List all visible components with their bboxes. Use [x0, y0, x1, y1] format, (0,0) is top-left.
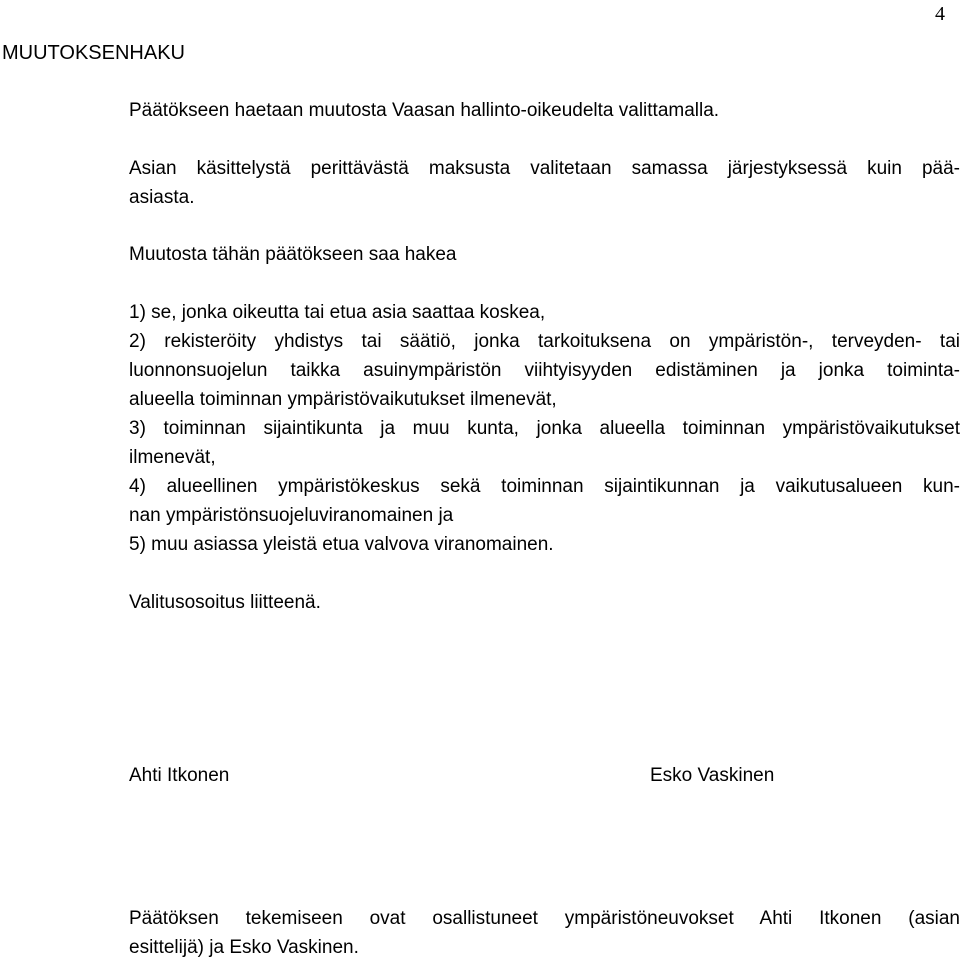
- list-item: 1) se, jonka oikeutta tai etua asia saattaa koskea,: [129, 302, 546, 323]
- fee-paragraph: [129, 154, 960, 212]
- list-item: nan ympäristönsuojeluviranomainen ja: [129, 505, 454, 526]
- list-item: luonnonsuojelun taikka asuinympäristön viihtyisyyden edistäminen ja jonka toiminta-: [129, 360, 960, 381]
- closing-line-1: Päätöksen tekemiseen ovat osallistuneet ympäristöneuvokset Ahti Itkonen (asian: [129, 908, 960, 929]
- list-item: 2) rekisteröity yhdistys tai säätiö, jonka tarkoituksena on ympäristön-, terveyden- tai: [129, 331, 960, 352]
- list-item: 3) toiminnan sijaintikunta ja muu kunta, jonka alueella toiminnan ympäristövaikutukset: [129, 418, 960, 439]
- list-item: 4) alueellinen ympäristökeskus sekä toiminnan sijaintikunnan ja vaikutusalueen kun-: [129, 476, 960, 497]
- who-can-appeal-paragraph: Muutosta tähän päätökseen saa hakea: [129, 244, 457, 265]
- fee-paragraph-line-2: asiasta.: [129, 187, 195, 208]
- signature-left: Ahti Itkonen: [129, 765, 230, 786]
- closing-paragraph: [129, 904, 960, 962]
- fee-paragraph-line-1: Asian käsittelystä perittävästä maksusta valitetaan samassa järjestyksessä kuin pää-: [129, 158, 960, 179]
- list-item: ilmenevät,: [129, 447, 216, 468]
- page-number: 4: [935, 3, 945, 25]
- closing-line-2: esittelijä) ja Esko Vaskinen.: [129, 937, 359, 958]
- appellant-list: [129, 298, 960, 559]
- list-item: alueella toiminnan ympäristövaikutukset ilmenevät,: [129, 389, 557, 410]
- list-item: 5) muu asiassa yleistä etua valvova viranomainen.: [129, 534, 554, 555]
- signature-right: Esko Vaskinen: [650, 765, 775, 786]
- appeal-paragraph: Päätökseen haetaan muutosta Vaasan hallinto-oikeudelta valittamalla.: [129, 100, 720, 121]
- section-heading: MUUTOKSENHAKU: [2, 42, 185, 64]
- attachment-note: Valitusosoitus liitteenä.: [129, 592, 321, 613]
